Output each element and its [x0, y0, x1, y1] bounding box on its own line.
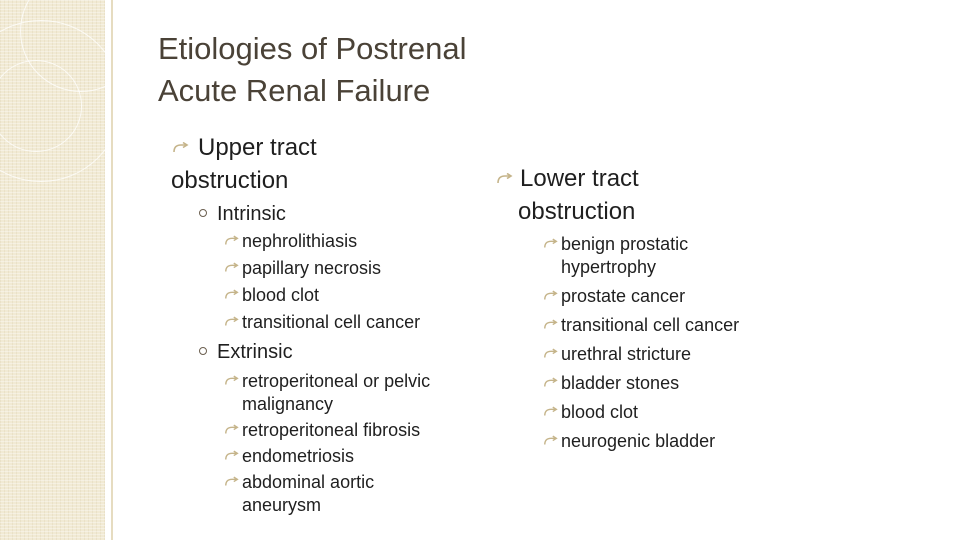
- list-item-text: nephrolithiasis: [242, 231, 358, 251]
- list-item: [543, 372, 783, 395]
- slide-title-line: Acute Renal Failure: [158, 73, 431, 108]
- hook-arrow-bullet-icon: [543, 435, 559, 447]
- list-item: [543, 314, 783, 337]
- list-item: [224, 311, 484, 334]
- list-item: [224, 230, 484, 253]
- intrinsic-label: [199, 201, 286, 227]
- list-item: [224, 370, 464, 416]
- hook-arrow-bullet-icon: [224, 262, 240, 274]
- list-item-text: papillary necrosis: [242, 258, 382, 278]
- list-item: [543, 430, 783, 453]
- lower-tract-heading-line: obstruction: [518, 198, 636, 225]
- extrinsic-label-text: Extrinsic: [217, 341, 293, 363]
- list-item-text: blood clot: [561, 402, 639, 422]
- list-item-text: endometriosis: [242, 446, 355, 466]
- hook-arrow-bullet-icon: [224, 476, 240, 488]
- hook-arrow-bullet-icon: [543, 319, 559, 331]
- slide-title: [158, 28, 718, 112]
- list-item: [224, 419, 464, 442]
- intrinsic-list: [224, 230, 484, 334]
- slide-title-line: Etiologies of Postrenal: [158, 31, 467, 66]
- list-item: [224, 471, 412, 517]
- list-item: [224, 257, 484, 280]
- hook-arrow-bullet-icon: [224, 375, 240, 387]
- decorative-divider-line: [111, 0, 113, 540]
- extrinsic-label: [199, 339, 293, 365]
- ring-bullet-icon: [199, 347, 207, 355]
- list-item-text: blood clot: [242, 285, 320, 305]
- list-item: [543, 343, 783, 366]
- upper-tract-heading-line: obstruction: [171, 167, 289, 194]
- upper-tract-heading-line: Upper tract: [198, 134, 317, 161]
- hook-arrow-bullet-icon: [224, 289, 240, 301]
- list-item-text: prostate cancer: [561, 286, 686, 306]
- ring-bullet-icon: [199, 209, 207, 217]
- list-item-text: retroperitoneal fibrosis: [242, 420, 421, 440]
- list-item-text: bladder stones: [561, 373, 680, 393]
- hook-arrow-bullet-icon: [224, 450, 240, 462]
- intrinsic-label-text: Intrinsic: [217, 203, 286, 225]
- hook-arrow-bullet-icon: [224, 316, 240, 328]
- hook-arrow-bullet-icon: [224, 235, 240, 247]
- hook-arrow-bullet-icon: [224, 424, 240, 436]
- list-item-text: transitional cell cancer: [242, 312, 421, 332]
- list-item: [224, 284, 484, 307]
- list-item-text: benign prostatic hypertrophy: [561, 234, 689, 277]
- decorative-side-band: [0, 0, 105, 540]
- list-item-text: transitional cell cancer: [561, 315, 740, 335]
- list-item-text: abdominal aortic aneurysm: [242, 472, 375, 515]
- hook-arrow-bullet-icon: [172, 142, 190, 154]
- list-item: [543, 233, 731, 279]
- list-item-text: retroperitoneal or pelvic malignancy: [242, 371, 431, 414]
- lower-tract-heading-line: Lower tract: [520, 165, 639, 192]
- list-item: [224, 445, 464, 468]
- lower-tract-list: [543, 233, 783, 453]
- list-item-text: urethral stricture: [561, 344, 692, 364]
- hook-arrow-bullet-icon: [543, 238, 559, 250]
- hook-arrow-bullet-icon: [543, 348, 559, 360]
- list-item-text: neurogenic bladder: [561, 431, 716, 451]
- hook-arrow-bullet-icon: [543, 290, 559, 302]
- list-item: [543, 401, 783, 424]
- list-item: [543, 285, 783, 308]
- hook-arrow-bullet-icon: [496, 173, 514, 185]
- upper-tract-heading: [171, 131, 498, 197]
- extrinsic-list: [224, 370, 464, 517]
- lower-tract-heading: [520, 162, 820, 228]
- hook-arrow-bullet-icon: [543, 377, 559, 389]
- hook-arrow-bullet-icon: [543, 406, 559, 418]
